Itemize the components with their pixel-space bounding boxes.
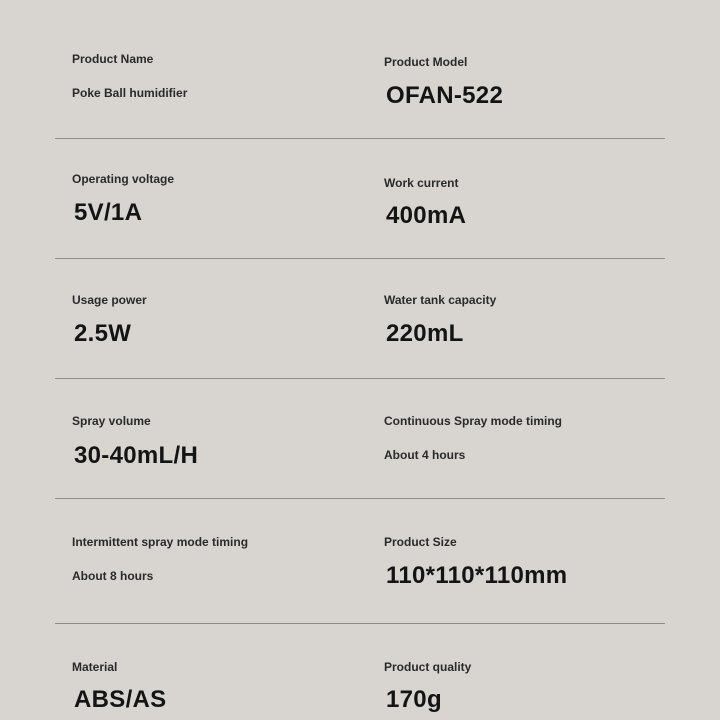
row-divider — [55, 138, 665, 139]
spec-label: Product Size — [384, 535, 457, 549]
row-divider — [55, 623, 665, 624]
row-divider — [55, 498, 665, 499]
spec-label: Continuous Spray mode timing — [384, 414, 563, 428]
spec-value: 30-40mL/H — [74, 442, 199, 469]
spec-value: OFAN-522 — [386, 82, 504, 109]
spec-value: 5V/1A — [74, 199, 143, 226]
spec-value: 110*110*110mm — [386, 562, 568, 589]
spec-value: Poke Ball humidifier — [72, 86, 188, 100]
spec-value: About 4 hours — [384, 448, 466, 462]
spec-label: Water tank capacity — [384, 293, 497, 307]
spec-label: Work current — [384, 176, 459, 190]
spec-label: Product Model — [384, 55, 468, 69]
spec-value: About 8 hours — [72, 569, 154, 583]
spec-value: 170g — [386, 686, 442, 713]
spec-label: Spray volume — [72, 414, 151, 428]
spec-value: 2.5W — [74, 320, 132, 347]
row-divider — [55, 258, 665, 259]
spec-value: 400mA — [386, 202, 467, 229]
spec-value: 220mL — [386, 320, 464, 347]
spec-label: Product Name — [72, 52, 154, 66]
spec-label: Product quality — [384, 660, 472, 674]
row-divider — [55, 378, 665, 379]
spec-value: ABS/AS — [74, 686, 167, 713]
spec-label: Usage power — [72, 293, 147, 307]
spec-label: Operating voltage — [72, 172, 175, 186]
spec-label: Material — [72, 660, 118, 674]
spec-label: Intermittent spray mode timing — [72, 535, 249, 549]
